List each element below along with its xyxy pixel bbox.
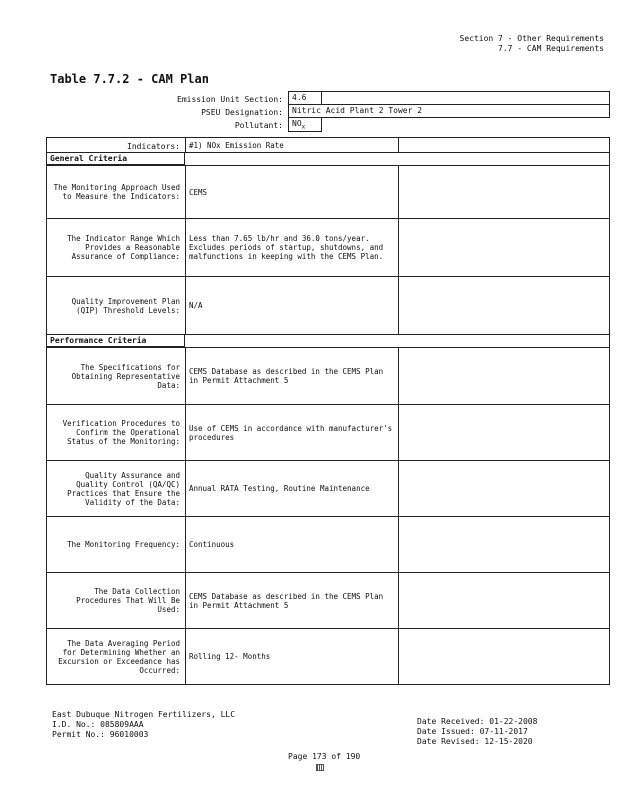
pollutant-value bbox=[288, 117, 322, 132]
pollutant-text: NO bbox=[292, 119, 302, 128]
table-title: Table 7.7.2 - CAM Plan bbox=[50, 72, 209, 86]
indicators-row bbox=[47, 138, 609, 152]
row-value: Use of CEMS in accordance with manufacturer's procedures bbox=[185, 405, 398, 460]
row-label: Verification Procedures to Confirm the Operational Status of the Monitoring: bbox=[62, 419, 180, 446]
id-number: I.D. No.: 085809AAA bbox=[52, 720, 144, 729]
pollutant-subscript: x bbox=[301, 123, 306, 131]
row-label: The Specifications for Obtaining Representative Data: bbox=[71, 362, 180, 390]
indicators-value: #1) NOx Emission Rate bbox=[185, 138, 398, 152]
table-row bbox=[47, 347, 609, 404]
company-name: East Dubuque Nitrogen Fertilizers, LLC bbox=[52, 710, 236, 719]
row-label: The Data Collection Procedures That Will Be Used: bbox=[76, 587, 180, 614]
row-value: Less than 7.65 lb/hr and 36.0 tons/year. Excludes periods of startup, shutdowns, and malfunctions in keeping with the CEMS Plan. bbox=[185, 219, 398, 276]
cam-table bbox=[46, 137, 610, 685]
row-label: Quality Improvement Plan (QIP) Threshold Levels: bbox=[71, 296, 180, 315]
row-value: Rolling 12- Months bbox=[185, 629, 398, 684]
row-label: Quality Assurance and Quality Control (QA/QC) Practices that Ensure the Validity of the Data: bbox=[67, 470, 180, 507]
table-row bbox=[47, 165, 609, 218]
row-value: CEMS Database as described in the CEMS Plan in Permit Attachment 5 bbox=[185, 573, 398, 628]
row-label: The Monitoring Approach Used to Measure the Indicators: bbox=[53, 183, 180, 201]
row-value: CEMS Database as described in the CEMS Plan in Permit Attachment 5 bbox=[185, 348, 398, 404]
performance-criteria-heading: Performance Criteria bbox=[47, 335, 185, 347]
row-label: The Data Averaging Period for Determining Whether an Excursion or Exceedance has Occurred: bbox=[58, 638, 180, 675]
emission-unit-value: 4.6 bbox=[288, 91, 322, 105]
performance-criteria-heading-row bbox=[47, 334, 609, 347]
section-line-1: Section 7 - Other Requirements bbox=[459, 34, 604, 43]
general-criteria-heading-row bbox=[47, 152, 609, 165]
row-label: The Monitoring Frequency: bbox=[67, 540, 180, 549]
table-row bbox=[47, 572, 609, 628]
table-row bbox=[47, 218, 609, 276]
row-value: N/A bbox=[185, 277, 398, 334]
page-number: Page 173 of 190 bbox=[288, 752, 361, 761]
footer-right bbox=[417, 717, 537, 747]
seal-icon bbox=[316, 764, 324, 771]
permit-number: Permit No.: 96010003 bbox=[52, 730, 149, 739]
table-row bbox=[47, 516, 609, 572]
emission-unit-extra bbox=[322, 91, 610, 105]
section-header bbox=[460, 34, 605, 54]
section-line-2: 7.7 - CAM Requirements bbox=[498, 44, 604, 53]
date-revised: Date Revised: 12-15-2020 bbox=[417, 737, 533, 746]
footer-left bbox=[52, 710, 235, 740]
row-value: Continuous bbox=[185, 517, 398, 572]
row-label: The Indicator Range Which Provides a Reasonable Assurance of Compliance: bbox=[67, 234, 180, 261]
row-value: Annual RATA Testing, Routine Maintenance bbox=[185, 461, 398, 516]
date-issued: Date Issued: 07-11-2017 bbox=[417, 727, 528, 736]
pollutant-label: Pollutant: bbox=[234, 121, 283, 130]
indicators-label: Indicators: bbox=[127, 142, 180, 151]
table-row bbox=[47, 628, 609, 684]
row-value: CEMS bbox=[185, 166, 398, 218]
table-row bbox=[47, 460, 609, 516]
table-row bbox=[47, 404, 609, 460]
table-row bbox=[47, 276, 609, 334]
pseu-label: PSEU Designation: bbox=[201, 108, 283, 117]
date-received: Date Received: 01-22-2008 bbox=[417, 717, 538, 726]
general-criteria-heading: General Criteria bbox=[47, 153, 185, 165]
pseu-value: Nitric Acid Plant 2 Tower 2 bbox=[288, 104, 610, 118]
emission-unit-label: Emission Unit Section: bbox=[177, 95, 283, 104]
